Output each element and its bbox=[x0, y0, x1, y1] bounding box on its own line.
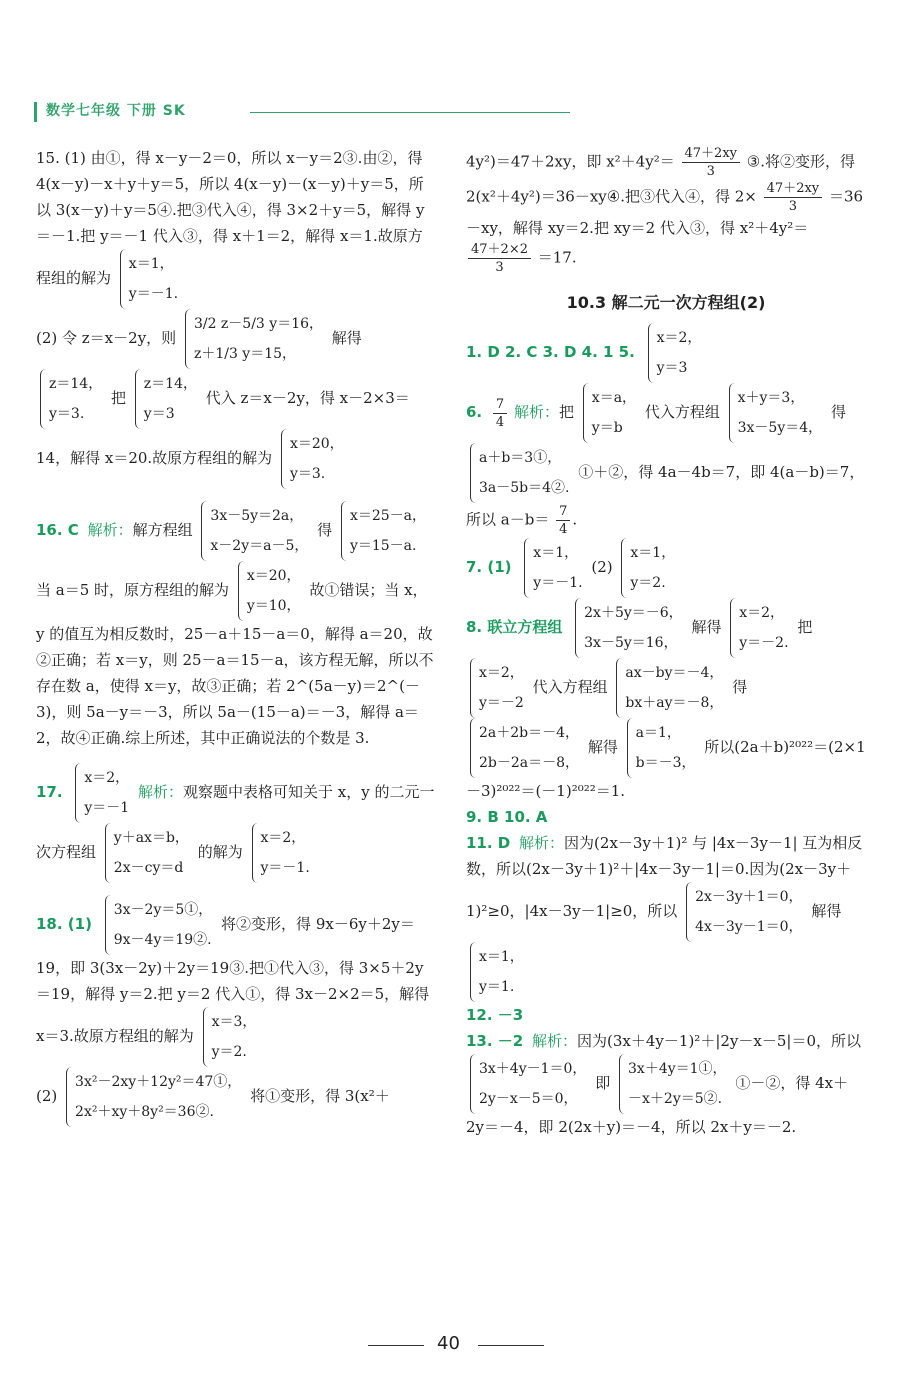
q15-text: 15. (1) 由①，得 x－y－2＝0，所以 x－y＝2③.由②，得 4(x－y)－x＋y＋y＝5，所以 4(x－y)－(x－y)＋y＝5，所以 3(x－y)＋y＝5④.把③代入④，得 3×2＋y＝5，解得 y＝－1.把 y＝－1 代入③，得 x＋1＝2，解得 x＝1.故原方程组的解为 bbox=[36, 149, 425, 287]
q6: 6. $\frac{7}{4}$ 解析：把 x＝a， y＝b 代入方程组 x＋y＝3， 3x－5y＝4， 得 a＋b＝3①， 3a－5b＝4②. ①＋②，得 4a－4b＝7，即 4(a－b)＝7，所以 a－b＝ $\frac{7}{4}$ . bbox=[466, 383, 866, 538]
q6-sub: x＝a， y＝b bbox=[583, 383, 636, 443]
fraction: $\frac{47+2xy}{3}$ bbox=[764, 180, 823, 215]
q16-system: 3x－5y＝2a， x－2y＝a－5， bbox=[201, 501, 308, 561]
q17-solution: x＝2， y＝－1. bbox=[252, 823, 310, 883]
q6-system-ab: a＋b＝3①， 3a－5b＝4②. bbox=[470, 443, 569, 503]
q16-solution: x＝25－a， y＝15－a. bbox=[341, 501, 426, 561]
q18-part2: (2) 3x²－2xy＋12y²＝47①， 2x²＋xy＋8y²＝36②. 将①变形，得 3(x²＋ bbox=[36, 1067, 436, 1127]
q18-continued: 4y²)＝47＋2xy，即 x²＋4y²＝ $\frac{47+2xy}{3}$ ③.将②变形，得 2(x²＋4y²)＝36－xy④.把③代入④，得 2× $\frac{47+2xy}{3}$ ＝36－xy，解得 xy＝2.把 xy＝2 代入③，得 x²＋4y²＝ $\frac{47+2\times 2}{3}$ ＝17. bbox=[466, 146, 864, 275]
fraction: $\frac{47+2\times 2}{3}$ bbox=[468, 241, 531, 276]
answers-1-5: 1. D 2. C 3. D 4. 1 5. x＝2， y＝3 bbox=[466, 323, 866, 383]
page-number: 40 bbox=[437, 1333, 460, 1354]
page-footer bbox=[0, 1333, 900, 1357]
q8-system-3: 2a＋2b＝－4， 2b－2a＝－8， bbox=[470, 718, 579, 778]
right-column bbox=[466, 145, 866, 1140]
q17-answer: x＝2， y＝－1 bbox=[75, 763, 129, 823]
q15-solution-2: x＝20， y＝3. bbox=[281, 429, 344, 489]
q18-system-1: 3x－2y＝5①， 9x－4y＝19②. bbox=[105, 895, 213, 955]
section-title: 10.3 解二元一次方程组(2) bbox=[566, 293, 766, 312]
q13-system-1: 3x＋4y－1＝0， 2y－x－5＝0， bbox=[470, 1054, 586, 1114]
q8-solution-2: a＝1， b＝－3， bbox=[627, 718, 696, 778]
q18-system-2: 3x²－2xy＋12y²＝47①， 2x²＋xy＋8y²＝36②. bbox=[66, 1067, 241, 1127]
fraction: $\frac{7}{4}$ bbox=[556, 503, 570, 538]
q16-solution-a5: x＝20， y＝10， bbox=[238, 561, 301, 621]
q6-system: x＋y＝3， 3x－5y＝4， bbox=[729, 383, 823, 443]
q11-solution: x＝1， y＝1. bbox=[470, 942, 524, 1002]
q15-solution-1: x＝1， y＝－1. bbox=[120, 249, 178, 309]
q8: 8. 联立方程组 2x＋5y＝－6， 3x－5y＝16， 解得 x＝2， y＝－2. 把 x＝2， y＝－2 代入方程组 ax－by＝－4， bx＋ay＝－8， 得 2a＋2b＝－4， 2b－2a＝－8， 解得 a＝1， b＝－3， 所以(2a＋b)²⁰²²＝(2×1－3)²⁰²²＝(－1)²⁰²²＝1. bbox=[466, 598, 866, 804]
q17-system: y＋ax＝b， 2x－cy＝d bbox=[105, 823, 189, 883]
q11-system: 2x－3y＋1＝0， 4x－3y－1＝0， bbox=[686, 882, 802, 942]
answer-12: 12. －3 bbox=[466, 1006, 524, 1024]
q5-answer: x＝2， y＝3 bbox=[648, 323, 702, 383]
q18-solution-1: x＝3， y＝2. bbox=[203, 1007, 257, 1067]
q15-system-z: 3/2 z－5/3 y＝16， z＋1/3 y＝15， bbox=[185, 309, 323, 369]
q16: 16. C 解析：解方程组 3x－5y＝2a， x－2y＝a－5， 得 x＝25－a， y＝15－a. 当 a＝5 时，原方程组的解为 x＝20， y＝10， 故①错误；当 x，y 的值互为相反数时，25－a＋15－a＝0，解得 a＝20，故②正确；若 x＝y，则 25－a＝15－a，该方程无解，所以不存在数 a，使得 x＝y，故③正确；若 2^(5a－y)＝2^(－3)，则 5a－y＝－3，所以 5a－(15－a)＝－3，解得 a＝2，故④正确.综上所述，其中正确说法的个数是 3. bbox=[36, 501, 436, 751]
q15-part2: (2) 令 z＝x－2y，则 3/2 z－5/3 y＝16， z＋1/3 y＝15， 解得 z＝14， y＝3. 把 z＝14， y＝3 代入 z＝x－2y，得 x－2×3＝14，解得 x＝20.故原方程组的解为 x＝20， y＝3. bbox=[36, 309, 436, 489]
q7-answer-1: x＝1， y＝－1. bbox=[524, 538, 582, 598]
q8-system-1: 2x＋5y＝－6， 3x－5y＝16， bbox=[575, 598, 683, 658]
q11: 11. D 解析：因为(2x－3y＋1)² 与 |4x－3y－1| 互为相反数，所以(2x－3y＋1)²＋|4x－3y－1|＝0.因为(2x－3y＋1)²≥0，|4x－3y－1|≥0，所以 2x－3y＋1＝0， 4x－3y－1＝0， 解得 x＝1， y＝1. bbox=[466, 830, 866, 1002]
header-accent-bar bbox=[34, 102, 37, 122]
q7-answer-2: x＝1， y＝2. bbox=[621, 538, 675, 598]
q8-solution-1: x＝2， y＝－2. bbox=[730, 598, 788, 658]
q15-sub-system: z＝14， y＝3 bbox=[135, 369, 197, 429]
footer-rule-left bbox=[368, 1345, 424, 1346]
fraction: $\frac{47+2xy}{3}$ bbox=[682, 145, 741, 180]
q8-system-2: ax－by＝－4， bx＋ay＝－8， bbox=[616, 658, 723, 718]
q13: 13. －2 解析：因为(3x＋4y－1)²＋|2y－x－5|＝0，所以 3x＋4y－1＝0， 2y－x－5＝0， 即 3x＋4y＝1①， －x＋2y＝5②. ①－②，得 4x＋2y＝－4，即 2(2x＋y)＝－4，所以 2x＋y＝－2. bbox=[466, 1032, 861, 1136]
q18: 18. (1) 3x－2y＝5①， 9x－4y＝19②. 将②变形，得 9x－6y＋2y＝19，即 3(3x－2y)＋2y＝19③.把①代入③，得 3×5＋2y＝19，解得 y＝2.把 y＝2 代入①，得 3x－2×2＝5，解得 x＝3.故原方程组的解为 x＝3， y＝2. bbox=[36, 895, 436, 1067]
q17: 17. x＝2， y＝－1 解析：观察题中表格可知关于 x，y 的二元一次方程组 y＋ax＝b， 2x－cy＝d 的解为 x＝2， y＝－1. bbox=[36, 763, 436, 883]
answers-9-10: 9. B 10. A bbox=[466, 808, 548, 826]
left-column bbox=[36, 145, 436, 1127]
q13-system-2: 3x＋4y＝1①， －x＋2y＝5②. bbox=[619, 1054, 727, 1114]
footer-rule-right bbox=[478, 1345, 544, 1346]
q7: 7. (1) x＝1， y＝－1. (2) x＝1， y＝2. bbox=[466, 538, 866, 598]
q15-part1 bbox=[36, 145, 436, 309]
q15-solution-z: z＝14， y＝3. bbox=[40, 369, 102, 429]
page-header bbox=[30, 100, 550, 122]
header-rule bbox=[250, 112, 570, 113]
header-title: 数学七年级 下册 SK bbox=[46, 103, 186, 119]
q6-answer-fraction: $\frac{7}{4}$ bbox=[493, 396, 507, 431]
q8-sub: x＝2， y＝－2 bbox=[470, 658, 524, 718]
